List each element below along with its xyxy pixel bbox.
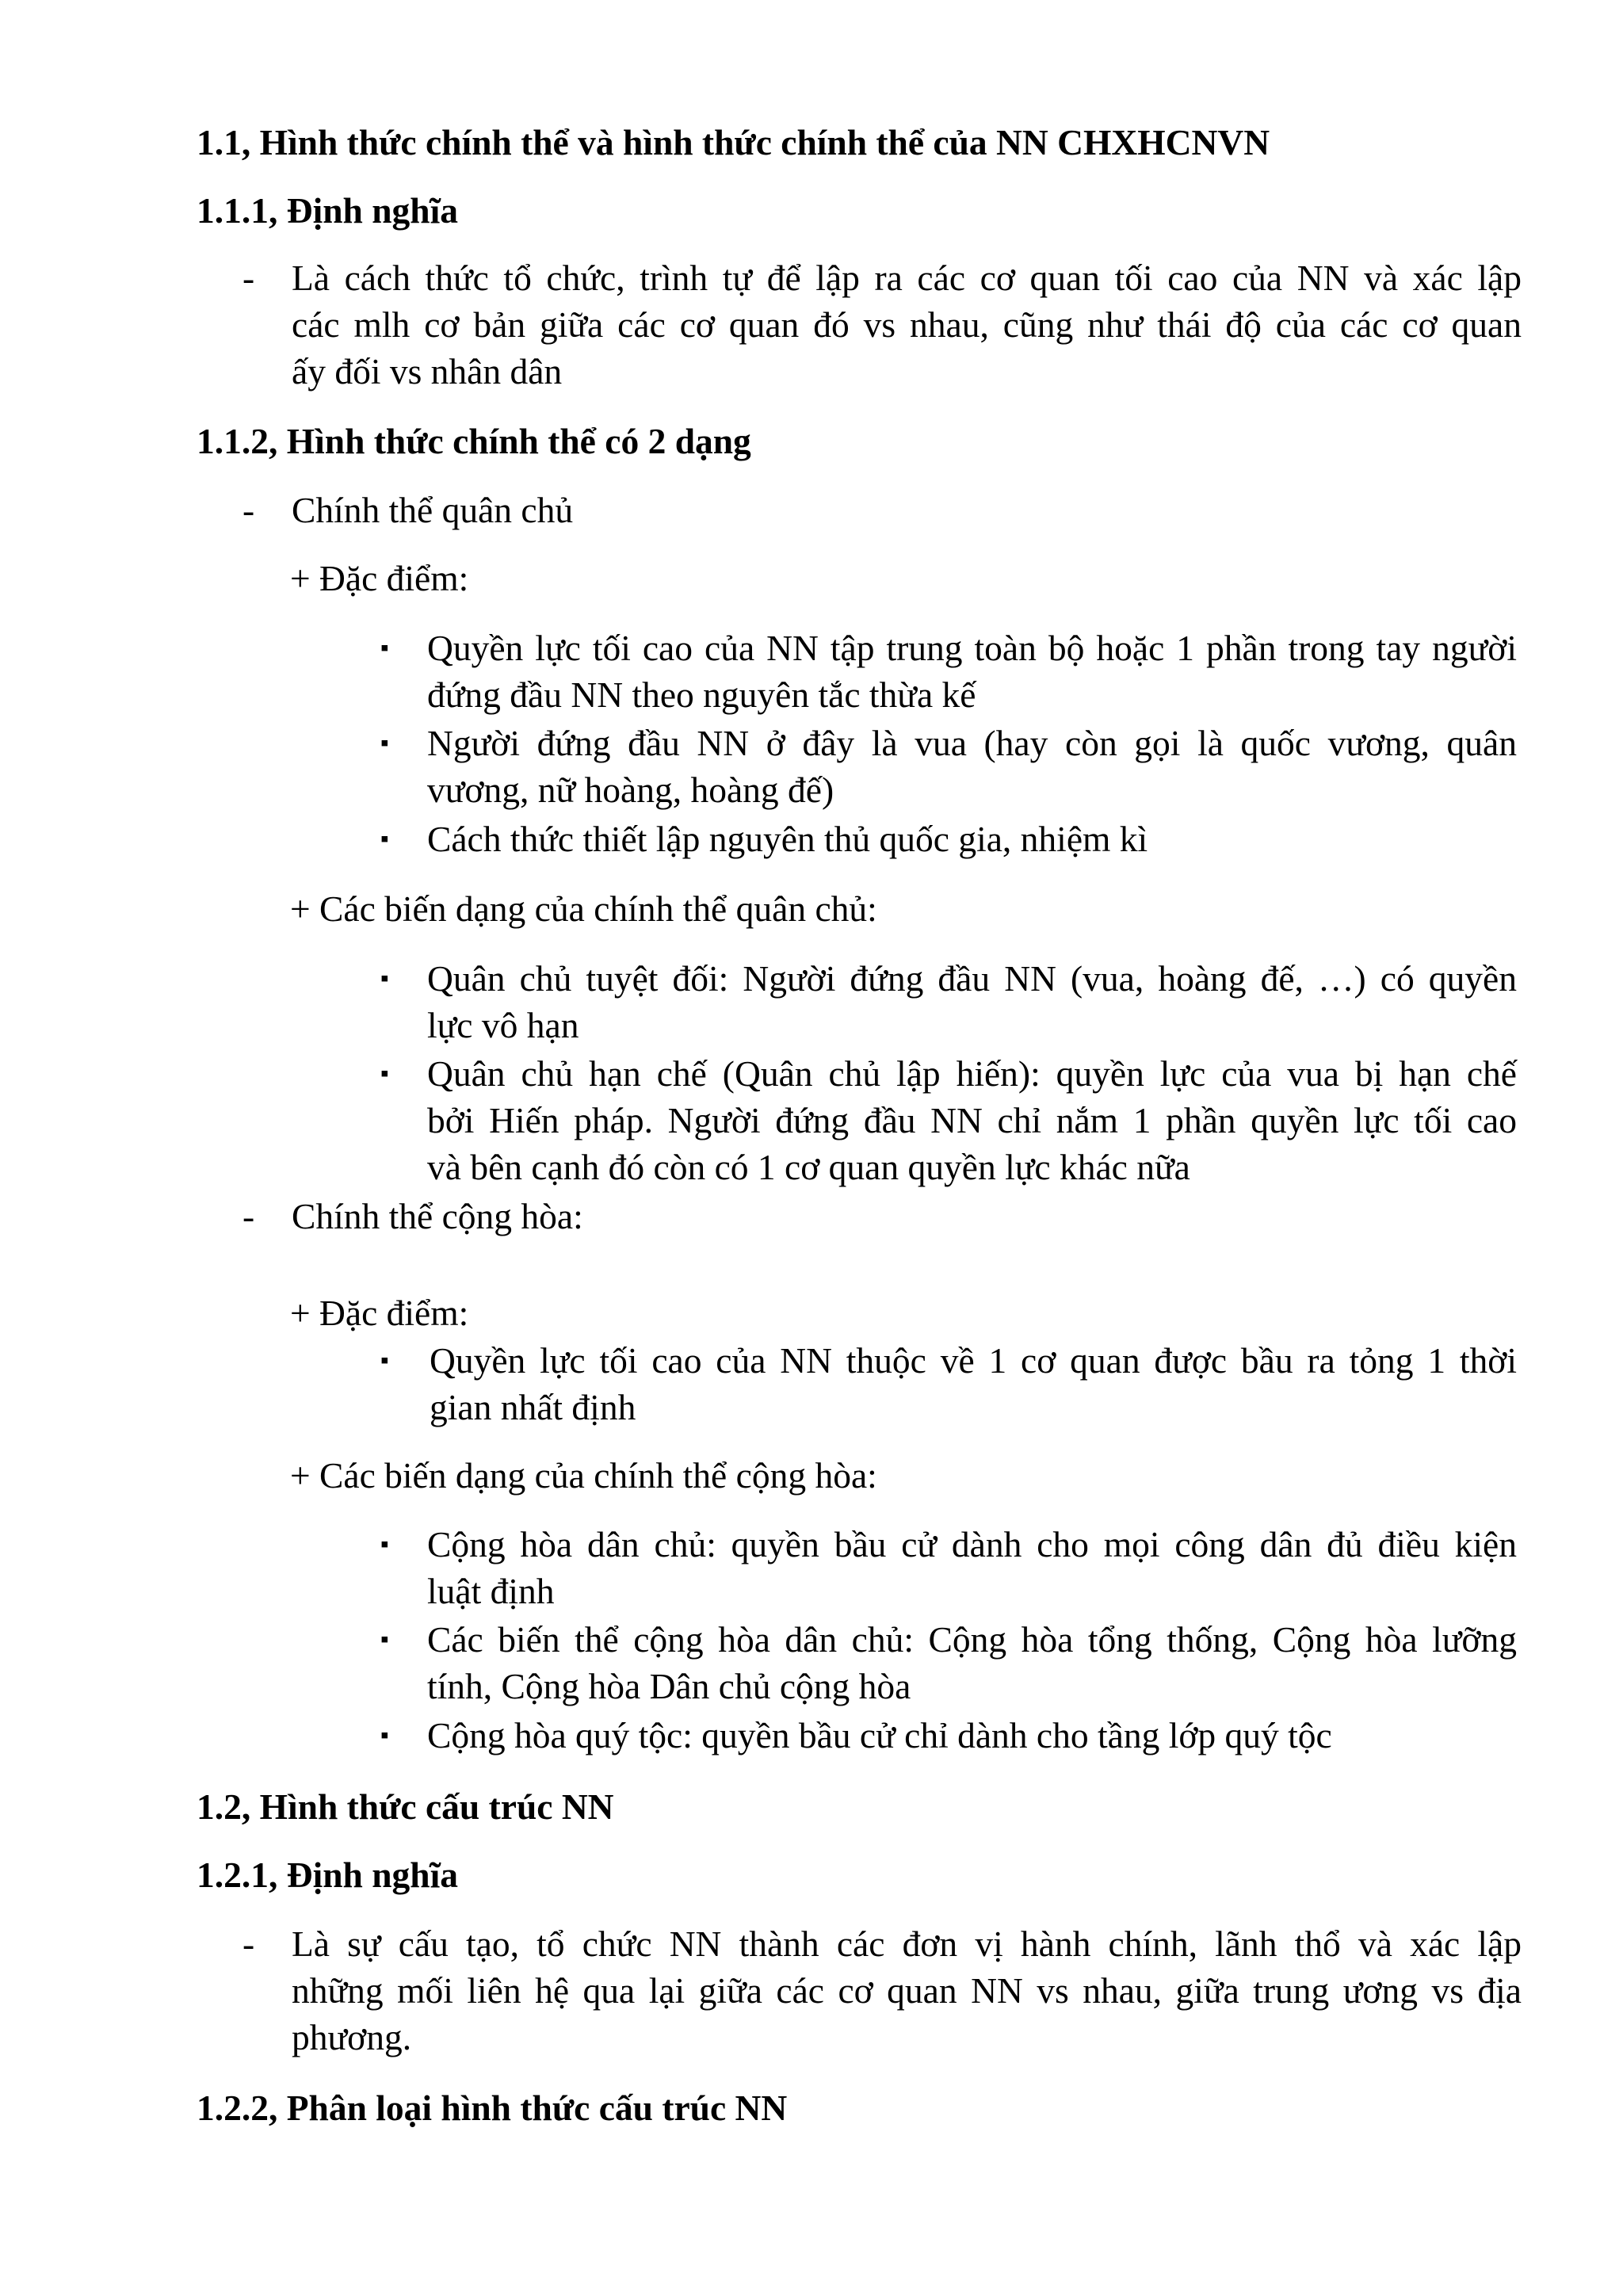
dash-marker: -: [242, 1196, 255, 1236]
bullet-line: vương, nữ hoàng, hoàng đế): [427, 770, 834, 810]
bullet-line: gian nhất định: [430, 1387, 636, 1427]
monarchy-variants-label: + Các biến dạng của chính thể quân chủ:: [290, 888, 877, 929]
monarchy-features-label: + Đặc điểm:: [290, 558, 469, 598]
bullet-icon: ▪: [380, 965, 389, 991]
heading-1-1: 1.1, Hình thức chính thể và hình thức chính thể của NN CHXHCNVN: [197, 122, 1270, 162]
bullet-icon: ▪: [380, 730, 389, 756]
bullet-icon: ▪: [380, 1531, 389, 1557]
heading-1-1-2: 1.1.2, Hình thức chính thể có 2 dạng: [197, 421, 751, 461]
bullet-icon: ▪: [380, 1060, 389, 1087]
republic-variants-label: + Các biến dạng của chính thể cộng hòa:: [290, 1455, 877, 1496]
bullet-line: và bên cạnh đó còn có 1 cơ quan quyền lực khác nữa: [427, 1147, 1190, 1187]
bullet-line: Cộng hòa quý tộc: quyền bầu cử chỉ dành cho tầng lớp quý tộc: [427, 1715, 1332, 1755]
heading-1-2-1: 1.2.1, Định nghĩa: [197, 1855, 458, 1895]
definition-line: Là sự cấu tạo, tổ chức NN thành các đơn vị hành chính, lãnh thổ và xác lập: [292, 1924, 1522, 1964]
heading-1-1-1: 1.1.1, Định nghĩa: [197, 190, 458, 231]
heading-1-2: 1.2, Hình thức cấu trúc NN: [197, 1786, 614, 1827]
definition-line: Là cách thức tổ chức, trình tự để lập ra các cơ quan tối cao của NN và xác lập: [292, 258, 1522, 298]
bullet-line: Quyền lực tối cao của NN tập trung toàn bộ hoặc 1 phần trong tay người: [427, 628, 1517, 668]
definition-line: các mlh cơ bản giữa các cơ quan đó vs nhau, cũng như thái độ của các cơ quan: [292, 304, 1522, 345]
bullet-line: Cộng hòa dân chủ: quyền bầu cử dành cho mọi công dân đủ điều kiện: [427, 1524, 1517, 1564]
monarchy-label: Chính thể quân chủ: [292, 490, 574, 530]
republic-features-label: + Đặc điểm:: [290, 1293, 469, 1333]
dash-marker: -: [242, 1924, 255, 1964]
bullet-line: luật định: [427, 1571, 555, 1611]
bullet-line: Quân chủ hạn chế (Quân chủ lập hiến): quyền lực của vua bị hạn chế: [427, 1053, 1517, 1094]
bullet-line: Quyền lực tối cao của NN thuộc về 1 cơ quan được bầu ra tỏng 1 thời: [430, 1340, 1517, 1381]
bullet-line: Người đứng đầu NN ở đây là vua (hay còn gọi là quốc vương, quân: [427, 723, 1517, 763]
bullet-icon: ▪: [380, 826, 389, 852]
definition-line: những mối liên hệ qua lại giữa các cơ quan NN vs nhau, giữa trung ương vs địa: [292, 1970, 1522, 2011]
bullet-line: đứng đầu NN theo nguyên tắc thừa kế: [427, 674, 976, 715]
republic-label: Chính thể cộng hòa:: [292, 1196, 583, 1236]
definition-line: ấy đối vs nhân dân: [292, 351, 563, 392]
bullet-line: lực vô hạn: [427, 1005, 579, 1045]
definition-line: phương.: [292, 2017, 412, 2057]
bullet-line: Cách thức thiết lập nguyên thủ quốc gia, nhiệm kì: [427, 819, 1148, 859]
bullet-icon: ▪: [380, 635, 389, 661]
dash-marker: -: [242, 258, 255, 298]
bullet-line: tính, Cộng hòa Dân chủ cộng hòa: [427, 1666, 911, 1706]
bullet-line: bởi Hiến pháp. Người đứng đầu NN chỉ nắm 1 phần quyền lực tối cao: [427, 1100, 1517, 1140]
dash-marker: -: [242, 490, 255, 530]
bullet-icon: ▪: [380, 1347, 389, 1373]
bullet-line: Các biến thể cộng hòa dân chủ: Cộng hòa tổng thống, Cộng hòa lưỡng: [427, 1619, 1517, 1660]
bullet-icon: ▪: [380, 1626, 389, 1652]
bullet-icon: ▪: [380, 1722, 389, 1748]
bullet-line: Quân chủ tuyệt đối: Người đứng đầu NN (vua, hoàng đế, …) có quyền: [427, 958, 1517, 999]
heading-1-2-2: 1.2.2, Phân loại hình thức cấu trúc NN: [197, 2088, 788, 2128]
